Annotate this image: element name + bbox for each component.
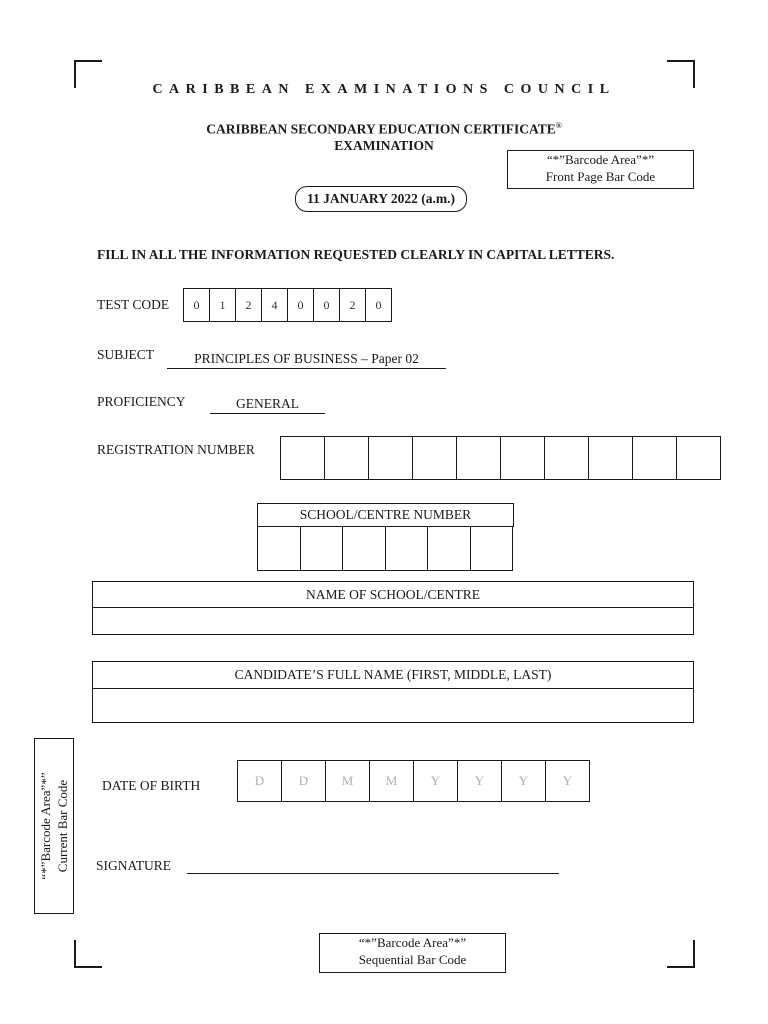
council-title: CARIBBEAN EXAMINATIONS COUNCIL [152, 82, 616, 97]
corner-mark-bottom-right [667, 940, 695, 968]
front-page-barcode-area [507, 150, 694, 189]
school-centre-number-cell[interactable] [427, 526, 470, 570]
test-code-digit: 2 [339, 289, 365, 321]
school-centre-number-cell[interactable] [300, 526, 343, 570]
registration-number-cell[interactable] [368, 437, 412, 479]
candidate-name-box [92, 661, 694, 723]
date-of-birth-cell[interactable]: D [281, 761, 325, 801]
test-code-digit: 0 [287, 289, 313, 321]
school-centre-number-cell[interactable] [385, 526, 428, 570]
barcode-area-label: “*”Barcode Area”*” [358, 935, 467, 950]
subject-field[interactable]: PRINCIPLES OF BUSINESS – Paper 02 [167, 350, 446, 369]
school-centre-number-grid [257, 526, 513, 571]
school-centre-number-cell[interactable] [470, 526, 513, 570]
barcode-area-caption: Sequential Bar Code [358, 952, 467, 967]
signature-line[interactable] [187, 873, 559, 874]
exam-date: 11 JANUARY 2022 (a.m.) [295, 186, 467, 212]
school-centre-number-cell[interactable] [342, 526, 385, 570]
date-of-birth-cell[interactable]: D [254, 773, 265, 788]
registration-number-cell[interactable] [588, 437, 632, 479]
signature-label: SIGNATURE [96, 858, 172, 873]
date-of-birth-cell[interactable]: Y [413, 761, 457, 801]
test-code-grid [183, 288, 392, 322]
date-of-birth-cell[interactable]: Y [545, 761, 589, 801]
test-code-digit: 1 [209, 289, 235, 321]
current-barcode-text [37, 741, 71, 911]
registration-number-cell[interactable] [281, 437, 324, 479]
registration-number-cell[interactable] [676, 437, 720, 479]
registration-number-cell[interactable] [500, 437, 544, 479]
proficiency-field[interactable]: GENERAL [210, 395, 325, 414]
certificate-title-line2: EXAMINATION [334, 137, 434, 153]
barcode-area-label: “*”Barcode Area”*” [546, 152, 655, 167]
certificate-title-line1: CARIBBEAN SECONDARY EDUCATION CERTIFICATE [206, 121, 556, 137]
registration-number-cell[interactable] [456, 437, 500, 479]
school-name-box [92, 581, 694, 635]
date-of-birth-grid [237, 760, 590, 802]
corner-mark-bottom-left [74, 940, 102, 968]
registration-number-cell[interactable] [632, 437, 676, 479]
test-code-digit: 0 [313, 289, 339, 321]
registration-number-cell[interactable] [412, 437, 456, 479]
registration-number-grid [280, 436, 721, 480]
test-code-digit: 2 [235, 289, 261, 321]
barcode-area-caption: Front Page Bar Code [545, 169, 656, 184]
date-of-birth-cell[interactable]: Y [457, 761, 501, 801]
registered-mark: ® [555, 121, 562, 130]
barcode-area-label: “*”Barcode Area”*” [38, 772, 53, 880]
sequential-barcode-area [319, 933, 506, 973]
test-code-digit: 4 [261, 289, 287, 321]
registration-number-cell[interactable] [324, 437, 368, 479]
school-centre-number-cell[interactable] [258, 526, 300, 570]
certificate-title [0, 118, 768, 154]
barcode-area-caption: Current Bar Code [55, 779, 70, 873]
proficiency-label: PROFICIENCY [97, 394, 186, 409]
date-of-birth-cell[interactable]: M [369, 761, 413, 801]
school-name-field[interactable] [93, 608, 693, 634]
registration-number-label: REGISTRATION NUMBER [97, 442, 255, 457]
test-code-digit: 0 [193, 298, 200, 312]
subject-label: SUBJECT [97, 347, 155, 362]
registration-number-cell[interactable] [544, 437, 588, 479]
school-name-label: NAME OF SCHOOL/CENTRE [93, 582, 693, 608]
date-of-birth-cell[interactable]: M [325, 761, 369, 801]
test-code-label: TEST CODE [97, 297, 170, 312]
candidate-name-field[interactable] [93, 689, 693, 722]
instruction-text: FILL IN ALL THE INFORMATION REQUESTED CLEARLY IN CAPITAL LETTERS. [97, 247, 615, 262]
test-code-digit: 0 [365, 289, 391, 321]
school-centre-number-label: SCHOOL/CENTRE NUMBER [257, 503, 514, 527]
candidate-name-label: CANDIDATE’S FULL NAME (FIRST, MIDDLE, LAST) [93, 662, 693, 689]
current-barcode-area [34, 738, 74, 914]
date-of-birth-label: DATE OF BIRTH [102, 778, 201, 793]
date-of-birth-cell[interactable]: Y [501, 761, 545, 801]
